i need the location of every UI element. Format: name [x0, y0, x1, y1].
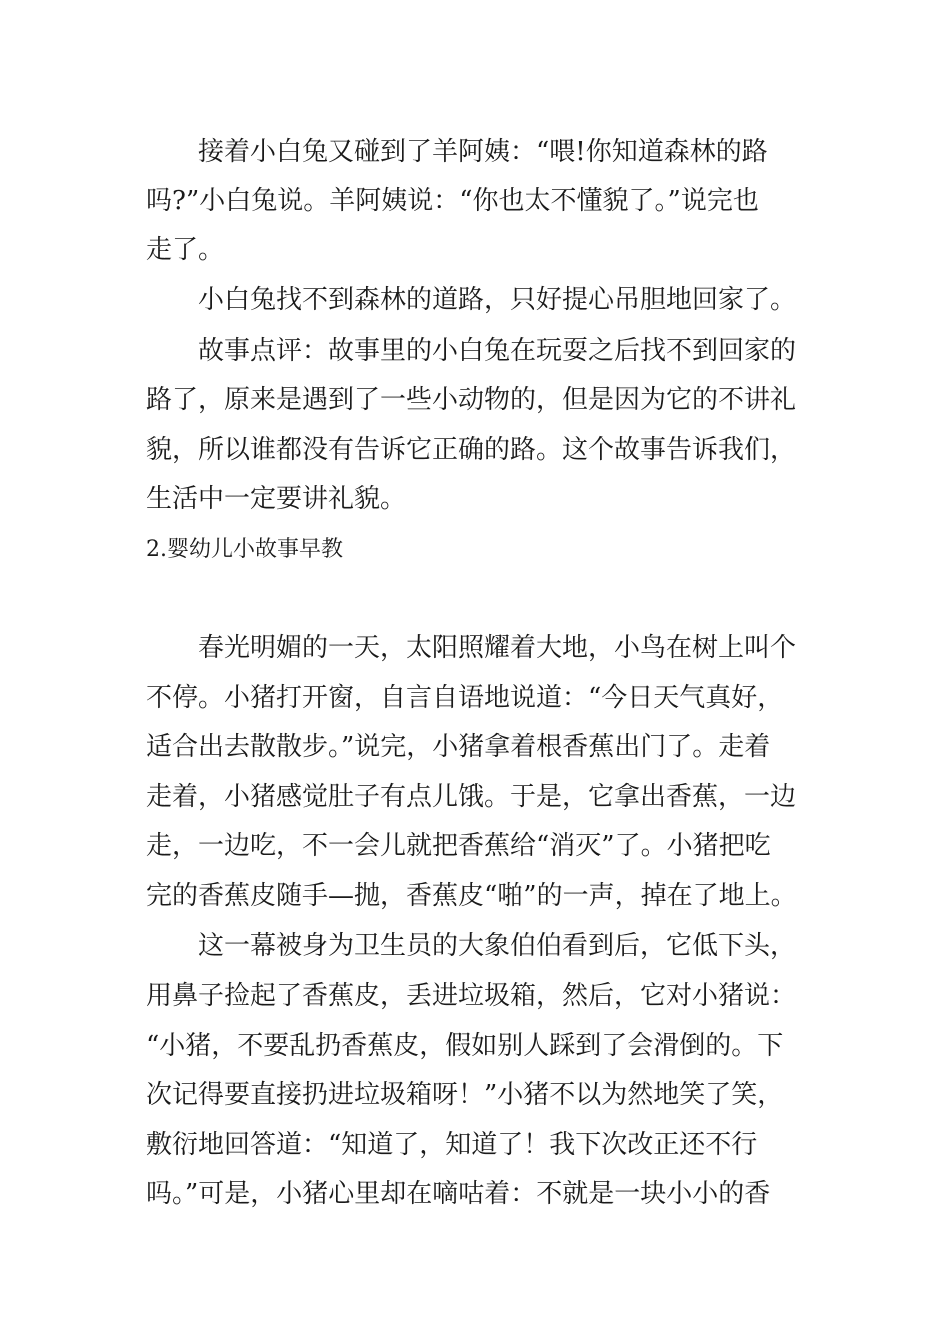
story-line: 走着，小猪感觉肚子有点儿饿。于是，它拿出香蕉，一边 — [146, 782, 797, 812]
paragraph-line: 路了，原来是遇到了一些小动物的，但是因为它的不讲礼 — [146, 385, 797, 415]
paragraph-line: 小白兔找不到森林的道路，只好提心吊胆地回家了。 — [198, 285, 797, 315]
paragraph-line: 貌，所以谁都没有告诉它正确的路。这个故事告诉我们， — [146, 435, 797, 465]
story-line: 这一幕被身为卫生员的大象伯伯看到后，它低下头， — [198, 931, 797, 961]
story-line: 吗。”可是，小猪心里却在嘀咕着：不就是一块小小的香 — [146, 1179, 771, 1209]
story-line: 不停。小猪打开窗，自言自语地说道：“今日天气真好， — [146, 683, 784, 713]
paragraph-line: 吗?”小白兔说。羊阿姨说：“你也太不懂貌了。”说完也 — [146, 186, 759, 216]
story-line: “小猪，不要乱扔香蕉皮，假如别人踩到了会滑倒的。下 — [146, 1031, 784, 1061]
paragraph-line: 故事点评：故事里的小白兔在玩耍之后找不到回家的 — [198, 336, 797, 366]
paragraph-line: 生活中一定要讲礼貌。 — [146, 484, 407, 514]
section-heading: 2.婴幼儿小故事早教 — [146, 537, 343, 562]
paragraph-line: 走了。 — [146, 235, 225, 265]
story-line: 适合出去散散步。”说完，小猪拿着根香蕉出门了。走着 — [146, 732, 771, 762]
story-line: 次记得要直接扔进垃圾箱呀！”小猪不以为然地笑了笑， — [146, 1080, 784, 1110]
story-line: 用鼻子捡起了香蕉皮，丢进垃圾箱，然后，它对小猪说： — [146, 981, 797, 1011]
story-line: 春光明媚的一天，太阳照耀着大地，小鸟在树上叫个 — [198, 633, 797, 663]
story-line: 完的香蕉皮随手—抛，香蕉皮“啪”的一声，掉在了地上。 — [146, 881, 797, 911]
story-line: 走，一边吃，不一会儿就把香蕉给“消灭”了。小猪把吃 — [146, 831, 771, 861]
paragraph-line: 接着小白兔又碰到了羊阿姨：“喂!你知道森林的路 — [198, 137, 768, 167]
story-line: 敷衍地回答道：“知道了，知道了！我下次改正还不行 — [146, 1130, 758, 1160]
